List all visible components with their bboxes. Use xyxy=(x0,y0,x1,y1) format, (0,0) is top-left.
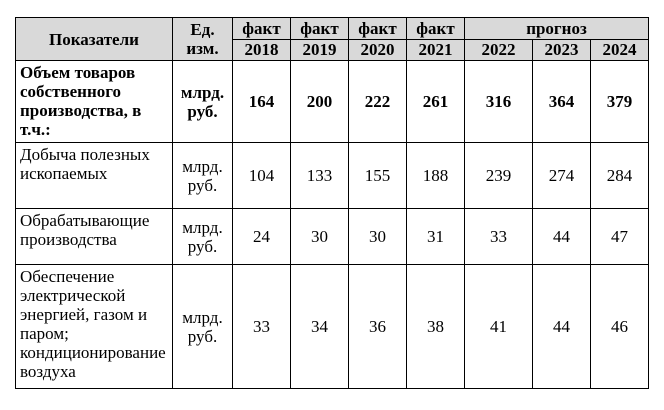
value-cell: 31 xyxy=(407,209,465,265)
value-cell: 364 xyxy=(533,61,591,143)
row-unit-line1: млрд. xyxy=(180,82,225,102)
value-cell: 284 xyxy=(591,143,649,209)
value-cell: 274 xyxy=(533,143,591,209)
row-unit xyxy=(173,209,233,265)
indicators-table xyxy=(15,17,649,389)
row-unit-line2: руб. xyxy=(187,236,218,256)
header-row-1 xyxy=(16,18,649,40)
value-cell: 239 xyxy=(465,143,533,209)
header-year: 2018 xyxy=(233,39,291,61)
value-cell: 261 xyxy=(407,61,465,143)
value-cell: 36 xyxy=(349,265,407,389)
header-year: 2021 xyxy=(407,39,465,61)
header-indicator: Показатели xyxy=(16,18,173,61)
row-unit-line2: руб. xyxy=(187,175,218,195)
value-cell: 379 xyxy=(591,61,649,143)
header-fact: факт xyxy=(233,18,291,40)
header-year: 2022 xyxy=(465,39,533,61)
header-fact: факт xyxy=(407,18,465,40)
header-year: 2019 xyxy=(291,39,349,61)
table-row xyxy=(16,265,649,389)
row-name: Добыча полезных ископаемых xyxy=(16,143,173,209)
row-unit-line2: руб. xyxy=(187,326,218,346)
table-row xyxy=(16,143,649,209)
header-year: 2020 xyxy=(349,39,407,61)
value-cell: 30 xyxy=(349,209,407,265)
value-cell: 47 xyxy=(591,209,649,265)
header-year: 2024 xyxy=(591,39,649,61)
header-unit-line1: Ед. xyxy=(190,20,215,39)
row-unit xyxy=(173,265,233,389)
row-unit xyxy=(173,143,233,209)
table-row xyxy=(16,61,649,143)
row-name: Объем товаров собственного производства, в т.ч.: xyxy=(16,61,173,143)
row-unit-line1: млрд. xyxy=(182,307,223,327)
value-cell: 104 xyxy=(233,143,291,209)
header-forecast: прогноз xyxy=(465,18,649,40)
header-year: 2023 xyxy=(533,39,591,61)
value-cell: 133 xyxy=(291,143,349,209)
row-name: Обеспечение электрической энергией, газом и паром; кондиционирование воздуха xyxy=(16,265,173,389)
value-cell: 24 xyxy=(233,209,291,265)
row-unit-line1: млрд. xyxy=(182,156,223,176)
value-cell: 46 xyxy=(591,265,649,389)
value-cell: 164 xyxy=(233,61,291,143)
value-cell: 41 xyxy=(465,265,533,389)
value-cell: 30 xyxy=(291,209,349,265)
value-cell: 316 xyxy=(465,61,533,143)
value-cell: 38 xyxy=(407,265,465,389)
value-cell: 188 xyxy=(407,143,465,209)
value-cell: 155 xyxy=(349,143,407,209)
value-cell: 44 xyxy=(533,265,591,389)
header-fact: факт xyxy=(291,18,349,40)
row-unit-line1: млрд. xyxy=(182,217,223,237)
table-row xyxy=(16,209,649,265)
value-cell: 33 xyxy=(233,265,291,389)
value-cell: 200 xyxy=(291,61,349,143)
value-cell: 44 xyxy=(533,209,591,265)
row-name: Обрабатывающие производства xyxy=(16,209,173,265)
row-unit-line2: руб. xyxy=(187,101,218,121)
value-cell: 33 xyxy=(465,209,533,265)
header-unit-line2: изм. xyxy=(186,39,219,58)
header-unit xyxy=(173,18,233,61)
row-unit xyxy=(173,61,233,143)
value-cell: 222 xyxy=(349,61,407,143)
value-cell: 34 xyxy=(291,265,349,389)
header-fact: факт xyxy=(349,18,407,40)
